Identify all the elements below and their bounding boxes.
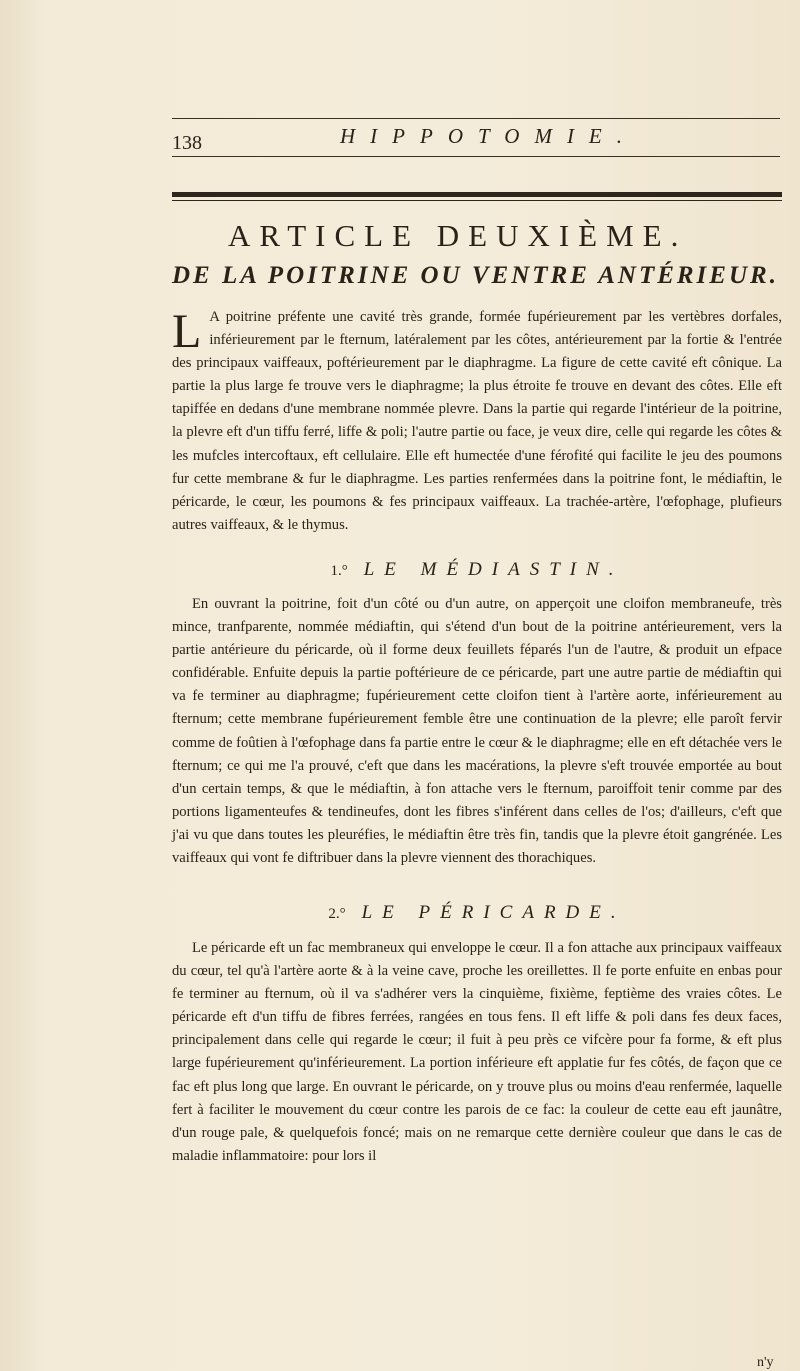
pericarde-paragraph: Le péricarde eft un fac membraneux qui enveloppe le cœur. Il a fon attache aux principaux vaiffeaux du cœur, tel qu'à l'artère aorte & à la veine cave, proche les oreillettes. Il fe porte enfuite en enbas pour fe terminer au fternum, où il va s'adhérer vers la cinquième, fixième, feptième des vraies côtes. Le péricarde eft d'un tiffu de fibres ferrées, rangées en tous fens. Il eft liffe & poli dans fes deux faces, principalement dans celle qui regarde le cœur; il fuit à peu près ce vifcère pour fa forme, & eft plus large fupérieurement qu'inférieurement. La portion inférieure eft applatie fur fes côtés, de façon que ce fac eft plus long que large. En ouvrant le péricarde, on y trouve plus ou moins d'eau renfermée, laquelle fert à faciliter le mouvement du cœur contre les parois de ce fac: la couleur de cette eau eft jaunâtre, d'un rouge pale, & quelquefois foncé; mais on ne remarque cette dernière couleur que dans le cas de maladie inflammatoire: pour lors il — [172, 940, 782, 1164]
subsection-number: 2.° — [328, 906, 346, 922]
subsection-title: LE MÉDIASTIN. — [363, 559, 624, 580]
page-number: 138 — [172, 132, 202, 154]
catchword: n'y — [757, 1355, 774, 1370]
mediastin-paragraph: En ouvrant la poitrine, foit d'un côté ou d'un autre, on apperçoit une cloifon membraneufe, très mince, tranfparente, nommée médiaftin, qui s'étend d'un bout de la poitrine antérieurement, vers la partie antérieure du péricarde, où il forme deux feuillets féparés l'un de l'autre, & produit un efpace confidérable. Enfuite depuis la partie poftérieure de ce péricarde, part une autre partie de médiaftin qui va fe terminer au diaphragme; fupérieurement cette cloifon tient à l'artère aorte, inférieurement au fternum; cette membrane fupérieurement femble être une continuation de la plevre; elle paroît fervir comme de foûtien à l'œfophage dans fa partie entre le cœur & le diaphragme; elle en eft détachée vers le fternum; ce qui me l'a prouvé, c'eft que dans les macérations, la plevre s'eft trouvée emportée au bout d'un certain temps, & que le médiaftin, à fon attache vers le fternum, paroiffoit tenir comme par des portions ligamenteufes & tendineufes, dont les fibres s'inférent dans celles de l'os; d'ailleurs, c'eft que j'ai vu que dans toutes les pleuréfies, le médiaftin être très fin, tandis que la plevre étoit gangrénée. Les vaiffeaux qui vont fe diftribuer dans la plevre viennent des thorachiques. — [172, 596, 782, 867]
article-title: ARTICLE DEUXIÈME. — [228, 218, 688, 253]
intro-paragraph — [172, 306, 782, 537]
header-rule-top — [172, 118, 780, 119]
subsection-heading-mediastin — [172, 559, 782, 581]
header-rule-bottom — [172, 156, 780, 157]
running-title: HIPPOTOMIE. — [340, 124, 638, 148]
section-title: DE LA POITRINE OU VENTRE ANTÉRIEUR. — [172, 262, 779, 289]
intro-text: A poitrine préfente une cavité très grande, formée fupérieurement par les vertèbres dorfales, inférieurement par le fternum, latéralement par les côtes, antérieurement par la fortie & l'entrée des principaux vaiffeaux, poftérieurement par le diaphragme. La figure de cette cavité eft cônique. La partie la plus large fe trouve vers le diaphragme; la plus étroite fe trouve en devant des côtes. Elle eft tapiffée en dedans d'une membrane nommée plevre. Dans la partie qui regarde l'intérieur de la poitrine, la plevre eft d'un tiffu ferré, liffe & poli; l'autre partie ou face, je veux dire, celle qui regarde les côtes & les mufcles intercoftaux, eft cellulaire. Elle eft humectée d'une férofité qui facilite le jeu des poumons fur cette membrane & fur le diaphragme. Les parties renfermées dans la poitrine font, le médiaftin, le péricarde, le cœur, les poumons & fes principaux vaiffeaux. La trachée-artère, l'œfophage, plufieurs autres vaiffeaux, & le thymus. — [172, 309, 782, 533]
subsection-title: LE PÉRICARDE. — [361, 902, 626, 923]
subsection-number: 1.° — [330, 563, 348, 579]
ornamental-rule — [172, 192, 782, 204]
page-header — [172, 112, 782, 162]
subsection-heading-pericarde — [172, 902, 782, 924]
drop-cap: L — [172, 305, 202, 358]
